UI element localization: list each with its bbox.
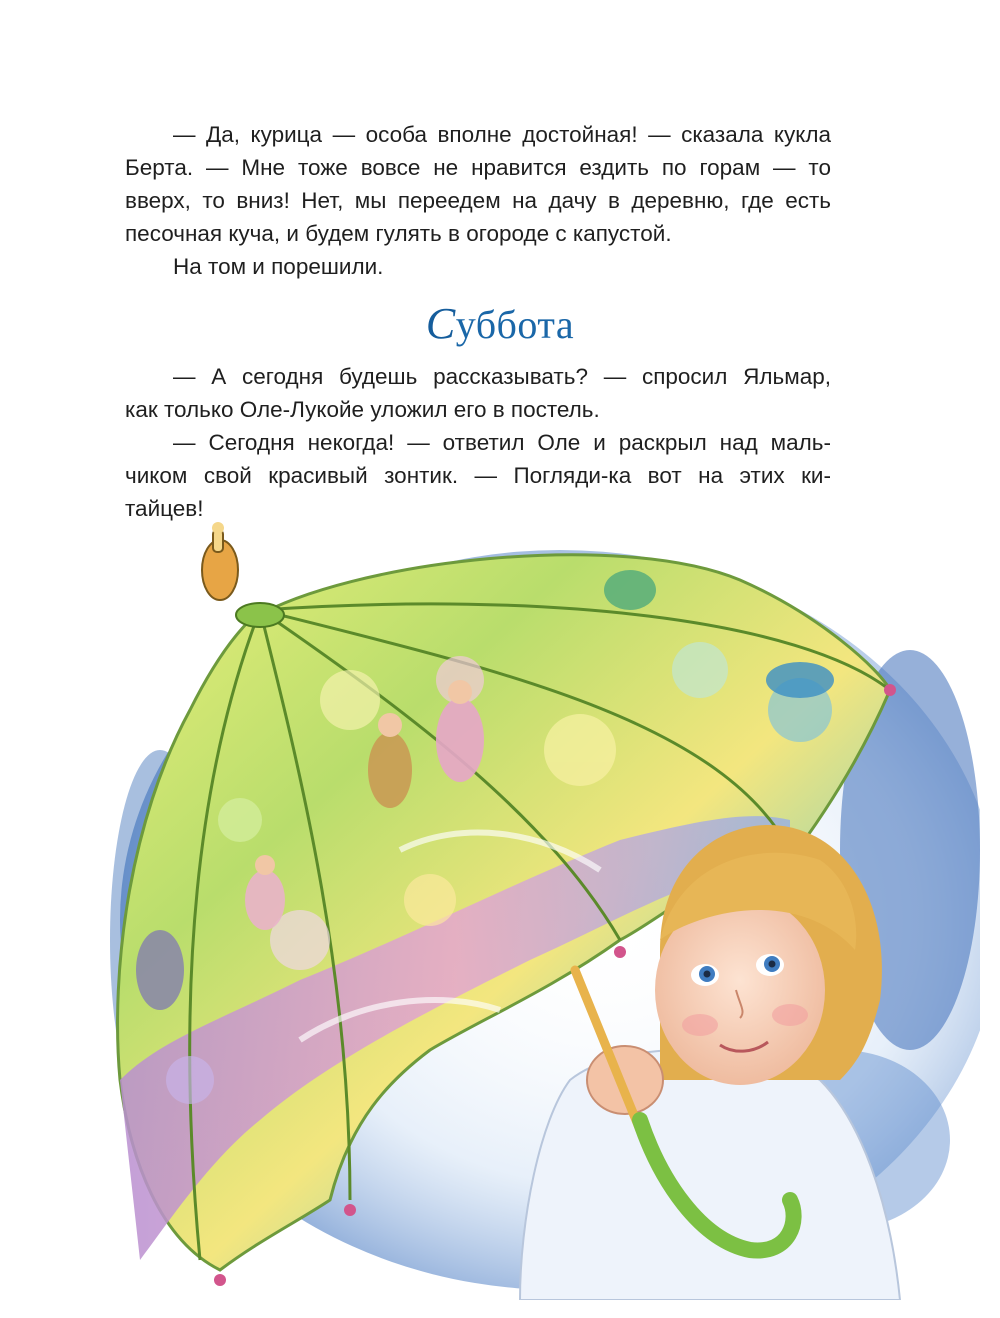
text-line: На том и порешили. xyxy=(173,254,384,279)
text-block-bottom xyxy=(125,360,831,525)
paragraph-ole xyxy=(125,426,831,525)
fish-motif xyxy=(766,662,834,698)
text-line: как только Оле-Лукойе уложил его в постель. xyxy=(125,397,600,422)
text-line: вверх, то вниз! Нет, мы переедем на дачу в деревню, где есть xyxy=(125,188,831,213)
chapter-heading xyxy=(0,300,1000,349)
text-line: — А сегодня будешь рассказывать? — спросил Яльмар, xyxy=(173,364,831,389)
text-line: тайцев! xyxy=(125,496,204,521)
text-line: песочная куча, и будем гулять в огороде с капустой. xyxy=(125,221,672,246)
paragraph-berta xyxy=(125,118,831,250)
paragraph-hjalmar xyxy=(125,360,831,426)
text-line: — Сегодня некогда! — ответил Оле и раскрыл над маль- xyxy=(173,430,831,455)
text-block-top xyxy=(125,118,831,283)
heading-initial: С xyxy=(425,299,456,348)
paragraph-decided xyxy=(125,250,831,283)
text-line: — Да, курица — особа вполне достойная! — сказала кукла xyxy=(173,122,831,147)
text-line: чиком свой красивый зонтик. — Погляди-ка вот на этих ки- xyxy=(125,463,831,488)
text-line: Берта. — Мне тоже вовсе не нравится ездить по горам — то xyxy=(125,155,831,180)
heading-rest: уббота xyxy=(455,302,575,347)
umbrella-tip xyxy=(202,522,284,627)
umbrella-illustration xyxy=(100,520,980,1300)
